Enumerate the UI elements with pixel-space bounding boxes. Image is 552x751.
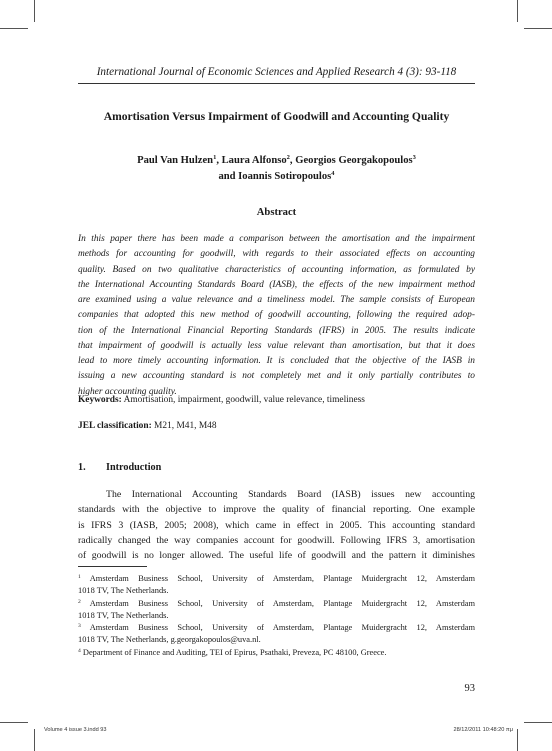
footnote-text: Department of Finance and Auditing, TEI of Epirus, Psathaki, Preveza, PC 48100, Greece.: [82, 647, 387, 657]
footnote: [78, 598, 475, 623]
running-head: International Journal of Economic Sciences and Applied Research 4 (3): 93-118: [96, 66, 457, 78]
separator: ,: [216, 155, 222, 166]
separator: ,: [289, 155, 296, 166]
abstract-line: quality. Based on two qualitative characteristics of accounting information, as formulated by: [78, 264, 475, 275]
page-number: 93: [464, 683, 475, 694]
author-name: Ioannis Sotiropoulos: [238, 170, 332, 182]
abstract-heading: Abstract: [256, 207, 297, 218]
abstract-line: methods for accounting for goodwill, with regards to their associated effects on accounting: [78, 249, 475, 260]
crop-mark: [517, 729, 518, 751]
footnote: [78, 573, 475, 598]
abstract-line: lead to more timely accounting information. It is concluded that the objective of the IASB in: [78, 356, 475, 366]
abstract-line: In this paper there has been made a comparison between the amortisation and the impairment: [78, 234, 475, 244]
intro-line: is IFRS 3 (IASB, 2005; 2008), which came in effect in 2005. This accounting standard: [78, 519, 475, 531]
crop-mark: [524, 722, 552, 723]
crop-mark: [0, 28, 28, 29]
abstract-line: higher accounting quality.: [78, 386, 177, 397]
footnote-text: Amsterdam Business School, University of Amsterdam, Plantage Muidergracht 12, Amsterdam: [89, 598, 475, 608]
footnote-mark: 1: [78, 574, 81, 580]
section-number: 1.: [78, 462, 86, 473]
print-slug-file: Volume 4 issue 3.indd 93: [44, 727, 107, 733]
keywords: [78, 395, 475, 405]
footnote-mark: 2: [286, 154, 290, 161]
crop-mark: [524, 28, 552, 29]
section-heading: [78, 462, 475, 473]
author-conjunction: and: [218, 170, 239, 182]
abstract-text: [78, 232, 475, 400]
abstract-line: issuing a new accounting standard is not completely met and it only partially contributes to: [78, 371, 475, 382]
journal-page: [78, 0, 475, 751]
intro-line: standards with the objective to improve the quality of financial reporting. One example: [78, 504, 475, 516]
footnote-line: 1018 TV, The Netherlands.: [78, 586, 169, 596]
crop-mark: [34, 0, 35, 22]
abstract-line: the International Accounting Standards Board (IASB), the effects of the new impairment method: [78, 279, 475, 290]
footnote-line: [78, 622, 475, 634]
footnote-rule: [78, 566, 147, 567]
header-rule: [78, 83, 475, 84]
footnotes: [78, 573, 475, 659]
footnote-mark: 3: [78, 623, 81, 630]
jel-classification: [78, 421, 475, 431]
footnote-line: [78, 647, 475, 659]
crop-mark: [517, 0, 518, 22]
author-line-2: [78, 169, 475, 185]
footnote-line: [78, 598, 475, 610]
footnote-mark: 4: [331, 169, 335, 177]
intro-line: radically changed the way companies account for goodwill. Following IFRS 3, amortisation: [78, 534, 475, 546]
article-title: Amortisation Versus Impairment of Goodwill and Accounting Quality: [103, 110, 450, 123]
author-line-1: [78, 153, 475, 169]
author-block: [78, 153, 475, 184]
footnote: [78, 647, 475, 659]
footnote-mark: 1: [213, 154, 217, 161]
author-name: Paul Van Hulzen: [137, 155, 214, 166]
abstract-line: tion of the International Financial Reporting Standards (IFRS) in 2005. The results indicate: [78, 325, 475, 336]
author-name: Laura Alfonso: [221, 155, 287, 166]
print-slug-timestamp: 28/12/2011 10:48:20 πμ: [453, 727, 513, 733]
intro-line: of goodwill is no longer allowed. The useful life of goodwill and the pattern it diminishes: [78, 550, 475, 562]
jel-label: JEL classification:: [78, 421, 152, 431]
intro-line-text: The International Accounting Standards Board (IASB) issues new accounting: [106, 489, 475, 500]
footnote-line: 1018 TV, The Netherlands, g.georgakopoulos@uva.nl.: [78, 635, 261, 645]
section-title: Introduction: [106, 462, 162, 473]
abstract-line: that impairment of goodwill is actually less value relevant than amortisation, but that it does: [78, 340, 475, 351]
footnote-mark: 2: [78, 598, 81, 605]
jel-text: M21, M41, M48: [151, 421, 217, 431]
footnote-line: 1018 TV, The Netherlands.: [78, 610, 169, 620]
abstract-line: companies that adopted this new method of goodwill accounting, following the required adop-: [78, 310, 475, 321]
footnote-text: Amsterdam Business School, University of Amsterdam, Plantage Muidergracht 12, Amsterdam: [89, 623, 475, 633]
keywords-text: Amortisation, impairment, goodwill, value relevance, timeliness: [121, 395, 365, 405]
crop-mark: [34, 729, 35, 751]
author-name: Georgios Georgakopoulos: [295, 155, 413, 166]
footnote-text: Amsterdam Business School, University of Amsterdam, Plantage Muidergracht 12, Amsterdam: [89, 574, 475, 583]
footnote-mark: 3: [412, 154, 416, 161]
intro-line: [78, 487, 475, 502]
keywords-label: Keywords:: [78, 395, 122, 405]
crop-mark: [0, 722, 28, 723]
intro-paragraph: [78, 487, 475, 563]
footnote-mark: 4: [78, 647, 81, 654]
footnote: [78, 622, 475, 647]
footnote-line: [78, 573, 475, 585]
abstract-line: are examined using a value relevance and a timeliness model. The sample consists of European: [78, 295, 475, 305]
